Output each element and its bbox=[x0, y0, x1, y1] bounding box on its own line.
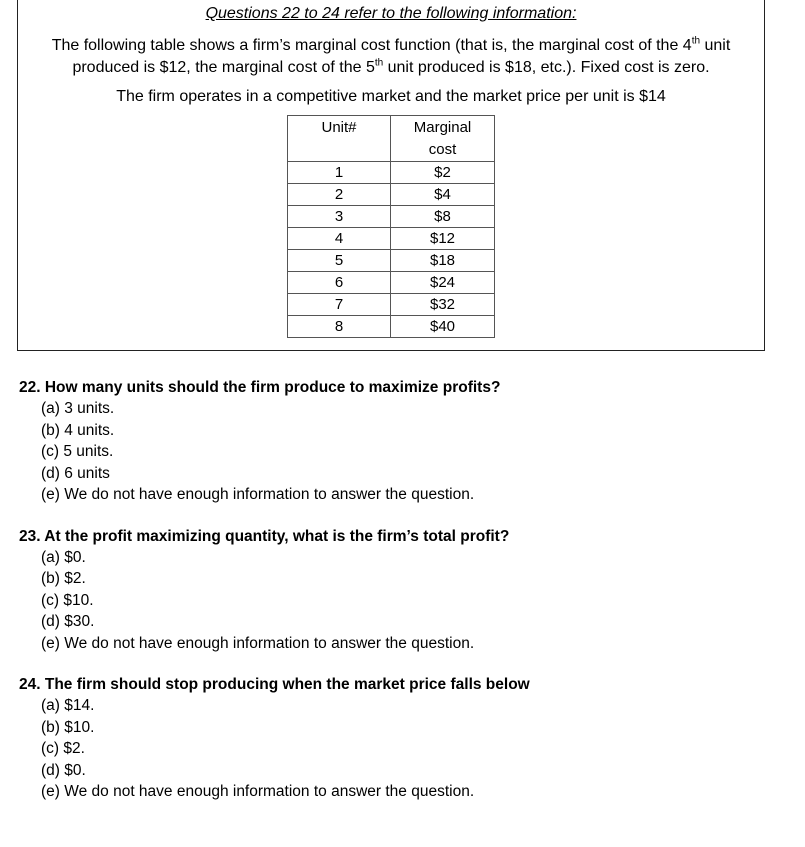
cost-cell: $24 bbox=[391, 272, 495, 294]
market-price-statement: The firm operates in a competitive market and the market price per unit is $14 bbox=[116, 88, 666, 105]
answer-option: (e) We do not have enough information to answer the question. bbox=[41, 634, 475, 652]
superscript-th: th bbox=[374, 57, 384, 69]
table-row bbox=[288, 250, 495, 272]
table-row bbox=[288, 184, 495, 206]
marginal-cost-column-header bbox=[391, 116, 495, 162]
intro-paragraph bbox=[18, 35, 764, 79]
question-text: 24. The firm should stop producing when the market price falls below bbox=[19, 676, 530, 693]
cost-cell: $18 bbox=[391, 250, 495, 272]
intro-line-1 bbox=[18, 35, 764, 57]
unit-cell: 1 bbox=[288, 162, 391, 184]
intro-line-2-tail: unit produced is $18, etc.). Fixed cost is zero. bbox=[383, 59, 710, 76]
intro-line-2 bbox=[18, 57, 764, 79]
table-row bbox=[288, 228, 495, 250]
answer-option: (d) $30. bbox=[41, 613, 95, 630]
answer-option: (c) $2. bbox=[41, 740, 85, 757]
unit-cell: 6 bbox=[288, 272, 391, 294]
intro-line-2-text: produced is $12, the marginal cost of the 5 bbox=[72, 59, 375, 76]
unit-cell: 3 bbox=[288, 206, 391, 228]
cost-cell: $4 bbox=[391, 184, 495, 206]
intro-line-1-text: The following table shows a firm’s marginal cost function (that is, the marginal cost of the 4 bbox=[51, 37, 692, 54]
table-header-row bbox=[288, 116, 495, 162]
answer-option: (e) We do not have enough information to answer the question. bbox=[41, 486, 475, 503]
question-24 bbox=[19, 674, 789, 803]
answer-option: (a) $0. bbox=[41, 548, 86, 566]
header-line-2: cost bbox=[428, 141, 457, 158]
questions-section bbox=[19, 377, 789, 823]
question-22 bbox=[19, 377, 789, 506]
answer-option: (b) $2. bbox=[41, 570, 86, 587]
intro-line-1-tail: unit bbox=[700, 37, 731, 54]
cost-cell: $2 bbox=[391, 162, 495, 184]
question-23 bbox=[19, 526, 789, 655]
answer-option: (a) $14. bbox=[41, 697, 95, 714]
unit-column-header: Unit# bbox=[288, 116, 391, 162]
cost-cell: $12 bbox=[391, 228, 495, 250]
unit-cell: 4 bbox=[288, 228, 391, 250]
unit-cell: 5 bbox=[288, 250, 391, 272]
unit-cell: 7 bbox=[288, 294, 391, 316]
answer-option: (e) We do not have enough information to answer the question. bbox=[41, 783, 475, 800]
answer-option: (a) 3 units. bbox=[41, 400, 115, 417]
answer-option: (b) $10. bbox=[41, 718, 95, 736]
info-box bbox=[17, 0, 765, 351]
cost-cell: $32 bbox=[391, 294, 495, 316]
answer-option: (d) $0. bbox=[41, 761, 86, 779]
answer-option: (b) 4 units. bbox=[41, 421, 115, 439]
cost-cell: $8 bbox=[391, 206, 495, 228]
header-line-1: Marginal bbox=[413, 119, 472, 136]
marginal-cost-table bbox=[287, 115, 495, 338]
section-heading: Questions 22 to 24 refer to the following information: bbox=[205, 5, 577, 22]
table-row bbox=[288, 316, 495, 338]
answer-option: (c) $10. bbox=[41, 591, 94, 609]
cost-cell: $40 bbox=[391, 316, 495, 338]
table-row bbox=[288, 162, 495, 184]
answer-option: (d) 6 units bbox=[41, 464, 110, 482]
answer-option: (c) 5 units. bbox=[41, 443, 114, 460]
unit-cell: 8 bbox=[288, 316, 391, 338]
unit-cell: 2 bbox=[288, 184, 391, 206]
question-text: 23. At the profit maximizing quantity, what is the firm’s total profit? bbox=[19, 527, 510, 545]
question-text: 22. How many units should the firm produce to maximize profits? bbox=[19, 379, 501, 396]
table-row bbox=[288, 272, 495, 294]
table-row bbox=[288, 294, 495, 316]
superscript-th: th bbox=[691, 35, 701, 47]
table-row bbox=[288, 206, 495, 228]
